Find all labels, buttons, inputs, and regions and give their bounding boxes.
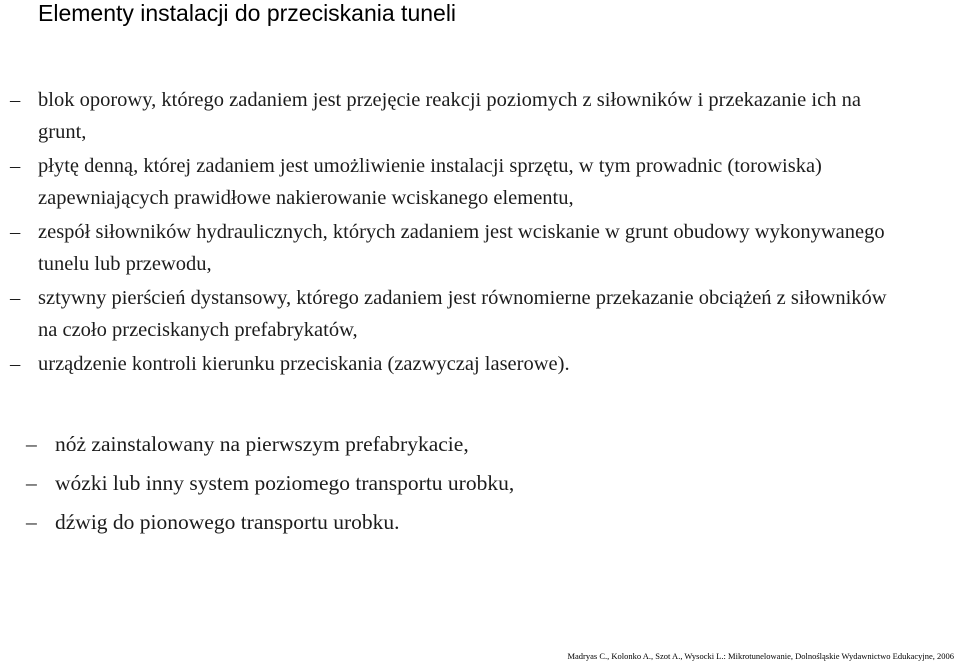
list-item-text: blok oporowy, którego zadaniem jest przejęcie reakcji poziomych z siłowników i przekazanie ich na grunt,	[38, 89, 861, 143]
list-item	[10, 217, 890, 280]
list-dash: –	[26, 471, 37, 495]
scanned-list-secondary	[26, 425, 626, 542]
list-dash: –	[10, 287, 21, 309]
list-item-text: zespół siłowników hydraulicznych, których zadaniem jest wciskanie w grunt obudowy wykonywanego tunelu lub przewodu,	[38, 221, 885, 275]
list-item-text: płytę denną, której zadaniem jest umożliwienie instalacji sprzętu, w tym prowadnic (torowiska) zapewniających prawidłowe nakierowanie wciskanego elementu,	[38, 155, 822, 209]
list-item	[10, 283, 890, 346]
list-item-text: nóż zainstalowany na pierwszym prefabrykacie,	[55, 432, 469, 456]
list-item	[26, 503, 626, 542]
page-title: Elementy instalacji do przeciskania tuneli	[38, 0, 457, 26]
list-item-text: urządzenie kontroli kierunku przeciskania (zazwyczaj laserowe).	[38, 353, 570, 375]
list-item	[10, 85, 890, 148]
list-item-text: dźwig do pionowego transportu urobku.	[55, 510, 400, 534]
list-item	[10, 349, 890, 381]
citation-footer: Madryas C., Kolonko A., Szot A., Wysocki L.: Mikrotunelowanie, Dolnośląskie Wydawnictwo Edukacyjne, 2006	[567, 651, 954, 661]
list-dash: –	[10, 89, 21, 111]
list-item	[26, 464, 626, 503]
list-dash: –	[10, 353, 21, 375]
list-item	[26, 425, 626, 464]
list-dash: –	[26, 510, 37, 534]
list-item-text: wózki lub inny system poziomego transportu urobku,	[55, 471, 515, 495]
list-dash: –	[10, 221, 21, 243]
list-item-text: sztywny pierścień dystansowy, którego zadaniem jest równomierne przekazanie obciążeń z siłowników na czoło przeciskanych prefabrykatów,	[38, 287, 887, 341]
list-dash: –	[26, 432, 37, 456]
list-dash: –	[10, 155, 21, 177]
list-item	[10, 151, 890, 214]
scanned-list-main	[10, 85, 890, 384]
